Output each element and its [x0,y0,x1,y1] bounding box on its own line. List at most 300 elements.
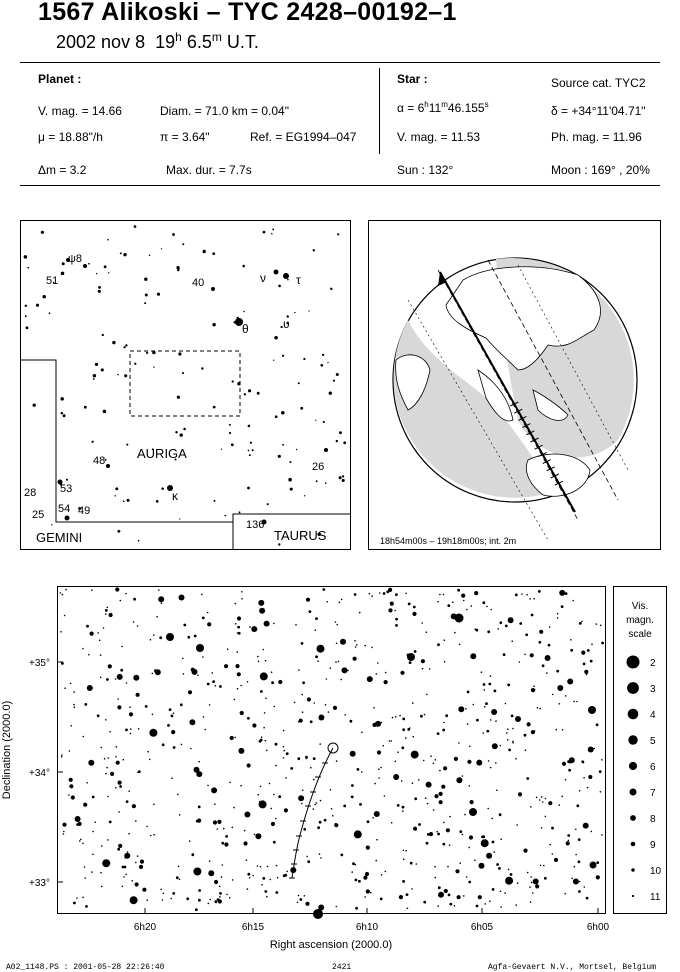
chart-star [529,886,531,888]
chart-star [117,705,121,709]
chart-star [73,691,75,693]
chart-star [587,787,589,789]
hour-unit: h [175,30,182,44]
finder-star [231,443,234,446]
ra-tick-label: 6h15 [241,922,265,933]
chart-star [555,860,557,862]
finder-star [124,374,127,377]
chart-star [454,905,456,907]
chart-star [196,771,202,777]
chart-star [84,866,86,868]
chart-star [218,899,222,903]
chart-star [397,804,400,807]
chart-star [486,606,488,608]
chart-star [491,609,493,611]
chart-star [372,817,374,819]
chart-star [158,596,164,602]
chart-star [482,732,484,734]
chart-star [408,603,411,606]
chart-star [556,729,558,731]
chart-star [267,866,269,868]
globe-caption: 18h54m00s – 19h18m00s; int. 2m [380,536,517,546]
chart-star [217,820,221,824]
chart-star [208,903,210,905]
finder-star [161,248,162,249]
chart-star [495,720,497,722]
finder-star [25,326,28,329]
chart-star [474,628,476,630]
chart-star [499,621,502,624]
chart-star [84,703,87,706]
chart-star [557,685,563,691]
finder-star [144,302,146,304]
finder-star [27,267,29,269]
chart-star [130,733,132,735]
chart-star [226,894,228,896]
chart-star [162,743,165,746]
chart-star [437,732,440,735]
chart-star [581,651,585,655]
footer-page: 2421 [332,963,352,972]
chart-star [384,680,388,684]
chart-star [469,746,471,748]
chart-star [319,743,321,745]
chart-star [579,881,581,883]
chart-star [447,604,450,607]
finder-star [201,367,203,369]
chart-star [568,840,570,842]
chart-star [109,613,113,617]
chart-star [181,744,183,746]
chart-star [438,886,441,889]
chart-star [540,865,542,867]
chart-star [508,749,511,752]
chart-star [430,755,432,757]
chart-star [423,760,425,762]
chart-star [539,708,541,710]
chart-star [374,783,376,785]
chart-star [511,640,513,642]
chart-star [411,751,419,759]
chart-star [64,615,66,617]
chart-star [80,839,82,841]
label-54: 54 [58,503,71,515]
star-label: Star : [397,72,428,86]
chart-star [401,746,404,749]
chart-star [149,729,157,737]
chart-star [153,804,155,806]
chart-star [488,683,491,686]
chart-star [163,893,165,895]
finder-star [316,480,318,482]
chart-star [351,796,354,799]
event-datetime [56,30,259,53]
chart-star [247,873,250,876]
chart-star [120,669,123,672]
chart-star [82,843,84,845]
chart-star [188,690,192,694]
chart-star [351,871,353,873]
chart-star [192,669,198,675]
chart-star [62,823,66,827]
chart-star [137,625,139,627]
chart-star [413,606,416,609]
chart-star [252,875,254,877]
chart-star [118,844,122,848]
chart-star [105,773,107,775]
chart-star [361,732,363,734]
chart-star [575,854,577,856]
chart-star [437,833,440,836]
chart-star [129,712,133,716]
ra-minutes: 11 [428,101,442,115]
chart-star [101,845,103,847]
chart-star [393,774,399,780]
chart-bright-star [469,808,477,816]
chart-star [512,742,514,744]
chart-star [99,640,101,642]
chart-star [232,879,234,881]
chart-star [434,877,436,879]
chart-star [505,877,513,885]
chart-star [476,760,482,766]
chart-star [571,878,573,880]
finder-star [237,317,239,319]
finder-star [41,231,44,234]
chart-star [275,743,278,746]
scale-title-3: scale [628,629,652,640]
chart-star [497,628,499,630]
chart-star [374,811,380,817]
chart-star [320,857,322,859]
finder-star [62,262,65,265]
finder-star [315,420,316,421]
scale-label: 2 [650,658,656,669]
chart-star [581,621,583,623]
chart-star [541,796,543,798]
chart-star [313,702,315,704]
scale-label: 8 [650,814,656,825]
chart-star [601,759,603,761]
chart-star [500,906,502,908]
chart-star [478,895,482,899]
scale-dot [631,868,634,871]
scale-dot [628,735,637,744]
chart-star [454,632,456,634]
chart-star [461,594,465,598]
chart-star [330,667,332,669]
chart-star [65,589,67,591]
finder-star [275,415,278,418]
chart-star [315,655,318,658]
chart-star [469,785,471,787]
chart-star [344,714,346,716]
chart-star [531,882,533,884]
chart-star [63,831,65,833]
chart-star [117,698,119,700]
chart-star [273,623,275,625]
chart-star [207,683,210,686]
chart-star [136,693,140,697]
chart-star [508,869,510,871]
star-chart [0,580,680,960]
chart-star [240,685,242,687]
chart-star [462,775,464,777]
chart-star [427,803,429,805]
chart-star [383,745,385,747]
chart-star [484,689,486,691]
chart-star [201,594,203,596]
chart-star [376,673,378,675]
chart-star [463,895,465,897]
chart-star [584,886,586,888]
chart-star [92,854,94,856]
chart-star [70,683,72,685]
chart-star [389,740,391,742]
finder-star [244,393,246,395]
header-divider-top [20,62,660,63]
chart-star [271,822,275,826]
event-minute: 6.5 [181,32,212,52]
finder-star [203,250,206,253]
chart-star [364,896,366,898]
chart-star [235,623,237,625]
chart-star [327,601,329,603]
chart-star [437,643,440,646]
chart-star [549,626,551,628]
chart-star [60,631,62,633]
chart-star [524,734,527,737]
chart-star [500,838,502,840]
chart-star [260,786,262,788]
chart-star [439,594,441,596]
chart-star [534,689,536,691]
chart-star [109,731,111,733]
ra-tick-label: 6h10 [355,922,379,933]
chart-star [106,678,109,681]
finder-star [290,488,293,491]
finder-star [60,397,64,401]
chart-bright-star [166,633,174,641]
chart-star [63,833,65,835]
finder-star [327,362,328,363]
event-date: 2002 nov 8 [56,32,146,52]
chart-star [127,851,129,853]
chart-star [306,598,310,602]
chart-star [69,778,73,782]
ra-hours: α = 6 [397,101,425,115]
label-nu: ν [260,271,266,285]
chart-star [182,658,184,660]
chart-star [91,589,93,591]
chart-star [367,676,373,682]
chart-star [552,853,554,855]
finder-star [112,341,115,344]
chart-star [325,704,327,706]
chart-star [402,810,404,812]
finder-bright-star [106,464,110,468]
chart-star [442,843,445,846]
chart-star [530,653,534,657]
finder-star [182,243,184,245]
chart-star [395,624,398,627]
chart-star [237,672,241,676]
chart-star [212,680,215,683]
chart-star [227,648,229,650]
chart-star [92,831,94,833]
chart-star [420,715,423,718]
chart-star [301,642,304,645]
chart-star [335,823,337,825]
chart-star [283,757,285,759]
chart-star [233,807,235,809]
chart-star [205,729,207,731]
chart-star [219,886,221,888]
chart-star [350,720,353,723]
chart-star [302,681,305,684]
chart-star [476,905,479,908]
chart-star [411,888,413,890]
chart-star [373,707,375,709]
chart-star [574,866,576,868]
chart-star [133,621,135,623]
label-53: 53 [60,483,73,495]
finder-bright-star [283,273,289,279]
chart-star [381,874,383,876]
finder-star [212,323,215,326]
chart-star [219,892,222,895]
finder-star [145,294,148,297]
chart-star [128,833,130,835]
chart-star [240,711,244,715]
chart-star [207,612,209,614]
finder-star [25,305,27,307]
finder-star [330,288,332,290]
chart-star [277,877,279,879]
chart-star [276,865,278,867]
chart-star [591,831,593,833]
chart-star [235,603,237,605]
chart-star [578,838,581,841]
chart-star [186,897,189,900]
chart-star [457,895,461,899]
dec-tick-label: +34° [29,768,50,779]
chart-star [447,866,449,868]
ra-seconds: 46.155 [447,101,485,115]
finder-star [66,479,68,481]
chart-star [322,588,325,591]
chart-star [443,594,445,596]
chart-star [469,835,473,839]
chart-star [526,777,529,780]
chart-star [285,777,287,779]
chart-star [317,660,319,662]
chart-star [237,626,240,629]
chart-star [246,859,248,861]
chart-star [240,785,242,787]
chart-star [402,806,405,809]
label-49: 49 [78,505,91,517]
finder-star [343,441,346,444]
chart-star [487,630,490,633]
chart-star [105,609,108,612]
finder-star [214,500,216,502]
chart-star [462,834,464,836]
chart-star [570,639,572,641]
chart-star [405,850,407,852]
chart-star [271,681,274,684]
sun-elongation: Sun : 132° [397,163,454,177]
chart-star [62,594,64,596]
chart-star [496,790,498,792]
chart-star [588,775,592,779]
chart-star [412,782,414,784]
chart-star [377,750,381,754]
finder-star [213,406,216,409]
chart-star [238,748,244,754]
chart-star [167,724,170,727]
finder-star [221,449,222,450]
chart-star [237,632,239,634]
chart-star [482,601,485,604]
chart-star [209,860,211,862]
label-tau: τ [296,273,301,287]
chart-star [94,821,96,823]
chart-star [510,873,513,876]
finder-star [333,380,335,382]
chart-star [426,842,429,845]
chart-star [261,736,263,738]
chart-star [449,816,451,818]
chart-star [378,768,380,770]
finder-star [138,540,140,542]
chart-star [125,593,127,595]
chart-star [183,624,186,627]
finder-star [120,252,122,254]
chart-star [84,877,86,879]
chart-star [495,762,497,764]
chart-star [147,751,149,753]
scale-title-2: magn. [626,615,654,626]
chart-star [525,749,527,751]
finder-star [177,396,180,399]
chart-star [455,869,459,873]
chart-star [414,650,417,653]
finder-star [123,253,126,256]
finder-star [250,442,252,444]
finder-star [320,364,323,367]
chart-star [438,892,444,898]
chart-star [599,770,602,773]
chart-star [493,851,495,853]
chart-star [583,823,589,829]
chart-star [340,639,346,645]
chart-star [414,797,417,800]
finder-star [294,312,295,313]
label-upsilon: υ [283,317,290,331]
chart-star [533,685,535,687]
chart-star [474,860,476,862]
chart-star [225,835,228,838]
chart-star [179,595,185,601]
chart-star [517,882,519,884]
chart-star [223,828,225,830]
chart-star [155,669,161,675]
chart-star [69,784,73,788]
chart-star [570,649,573,652]
chart-star [180,703,183,706]
chart-star [302,711,304,713]
